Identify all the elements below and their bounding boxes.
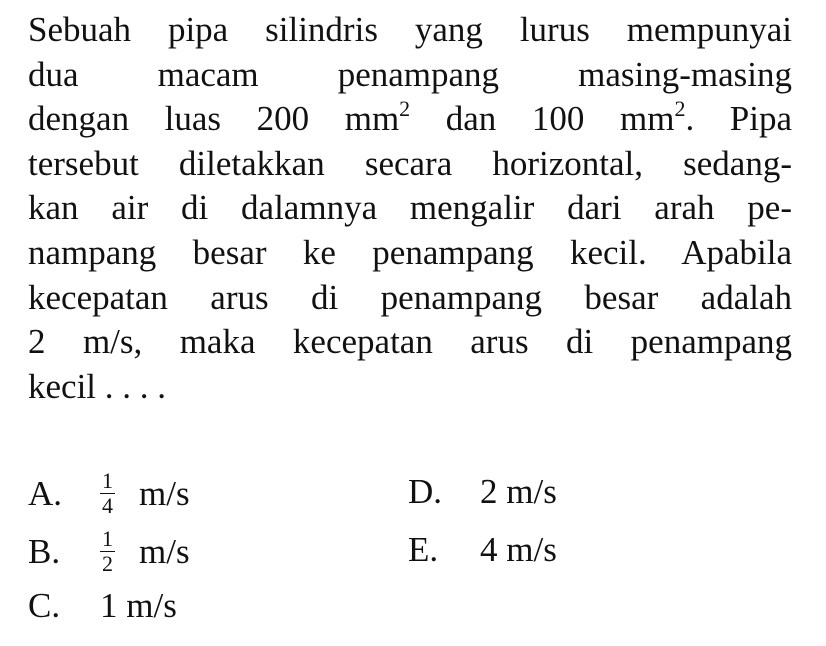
- question-text: [28, 8, 792, 409]
- question-line-8: 2 m/s, maka kecepatan arus di penampang: [28, 322, 792, 362]
- option-c-letter: C.: [28, 586, 61, 625]
- option-a[interactable]: [28, 470, 190, 517]
- option-b-unit: m/s: [139, 531, 190, 571]
- question-line-7: kecepatan arus di penampang besar adalah: [28, 277, 792, 317]
- option-b-denominator: 2: [102, 551, 113, 576]
- option-d-letter: D.: [408, 472, 443, 511]
- option-a-letter: A.: [28, 473, 63, 513]
- question-line-3-pre: dengan luas 200 mm: [28, 99, 400, 139]
- option-a-numerator: 1: [102, 468, 113, 493]
- question-line-3: [28, 97, 792, 142]
- option-b-letter: B.: [28, 531, 61, 571]
- question-line-4: tersebut diletakkan secara horizontal, sedang-: [28, 143, 792, 183]
- option-b-fraction: [100, 528, 115, 575]
- area-exponent-1: 2: [399, 95, 411, 121]
- area-exponent-2: 2: [674, 95, 686, 121]
- option-a-fraction: [100, 470, 115, 517]
- question-line-1: Sebuah pipa silindris yang lurus mempunyai: [28, 10, 792, 49]
- option-b[interactable]: [28, 528, 190, 575]
- option-e[interactable]: [408, 528, 557, 572]
- option-a-denominator: 4: [102, 493, 113, 518]
- question-line-2: dua macam penampang masing-masing: [28, 54, 792, 94]
- option-a-unit: m/s: [139, 473, 190, 513]
- question-line-5: kan air di dalamnya mengalir dari arah pe-: [28, 188, 792, 228]
- question-line-3-mid: dan 100 mm: [410, 99, 675, 139]
- question-line-6: nampang besar ke penampang kecil. Apabila: [28, 232, 792, 272]
- option-d-value: 2 m/s: [480, 472, 557, 511]
- option-e-letter: E.: [408, 530, 439, 569]
- option-d[interactable]: [408, 470, 557, 514]
- option-b-numerator: 1: [102, 526, 113, 551]
- option-e-value: 4 m/s: [480, 530, 557, 569]
- option-c[interactable]: [28, 584, 177, 628]
- option-c-value: 1 m/s: [100, 586, 177, 625]
- question-line-9: kecil . . . .: [28, 366, 167, 406]
- question-line-3-post: . Pipa: [685, 99, 793, 139]
